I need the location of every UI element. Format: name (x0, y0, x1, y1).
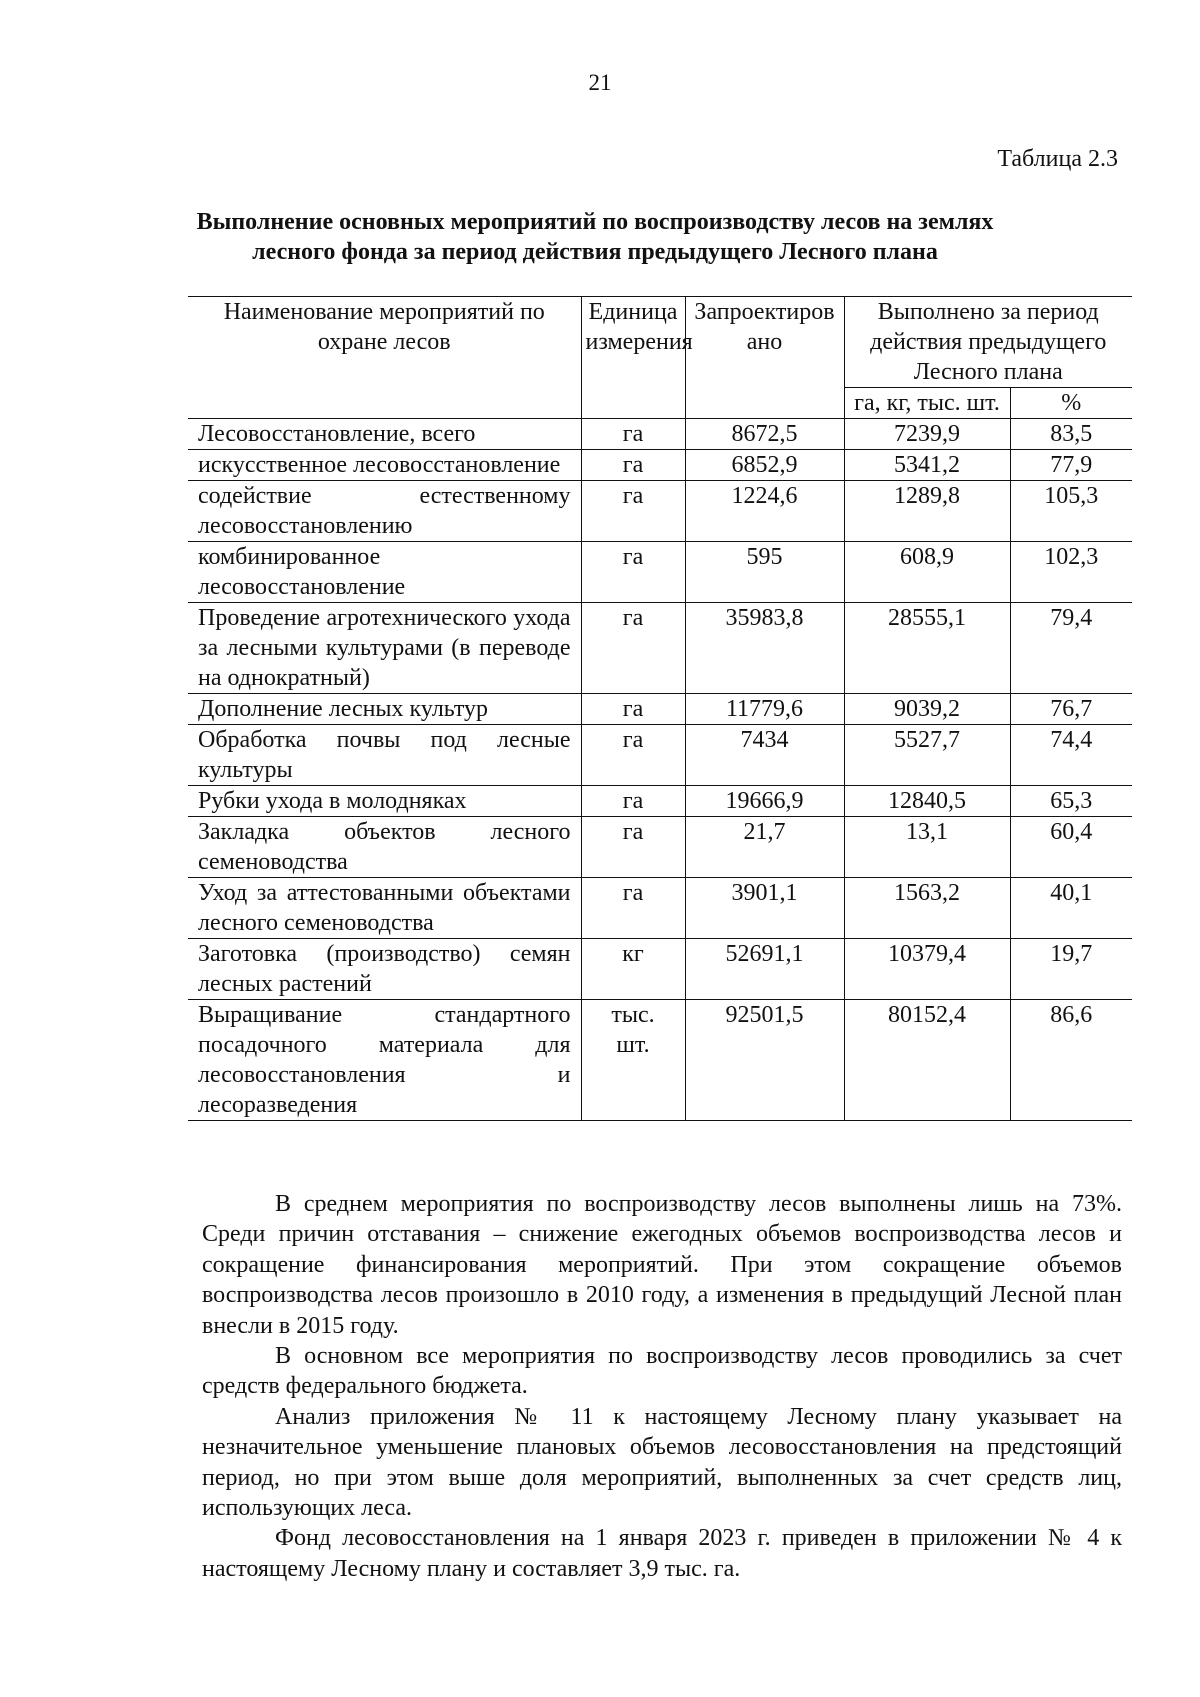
table-label: Таблица 2.3 (997, 146, 1118, 172)
cell-done: 7239,9 (844, 419, 1010, 450)
cell-unit: га (581, 481, 685, 542)
cell-done: 5341,2 (844, 450, 1010, 481)
cell-unit: га (581, 786, 685, 817)
cell-unit: га (581, 419, 685, 450)
paragraph: Анализ приложения № 11 к настоящему Лесному плану указывает на незначительное уменьшение плановых объемов лесовосстановления на предстоящий период, но при этом выше доля мероприятий, выполненных за счет средств лиц, использующих леса. (202, 1403, 1122, 1522)
table-row (188, 878, 1132, 939)
cell-planned: 7434 (685, 725, 844, 786)
cell-planned: 8672,5 (685, 419, 844, 450)
header-done: Выполнено за период действия предыдущего Лесного плана (844, 297, 1132, 388)
cell-measure-name: Дополнение лесных культур (188, 694, 581, 725)
cell-measure-name: комбинированное лесовосстановление (188, 542, 581, 603)
cell-measure-name: Лесовосстановление, всего (188, 419, 581, 450)
table-row (188, 725, 1132, 786)
table-row (188, 450, 1132, 481)
header-done-absolute: га, кг, тыс. шт. (844, 388, 1010, 419)
header-name: Наименование мероприятий по охране лесов (188, 297, 581, 419)
cell-percent: 74,4 (1010, 725, 1132, 786)
table-row (188, 694, 1132, 725)
table-body (188, 419, 1132, 1121)
cell-done: 9039,2 (844, 694, 1010, 725)
cell-percent: 76,7 (1010, 694, 1132, 725)
cell-measure-name: Рубки ухода в молодняках (188, 786, 581, 817)
body-text (202, 1189, 1122, 1584)
table-header-row (188, 297, 1132, 388)
cell-unit: га (581, 542, 685, 603)
cell-percent: 77,9 (1010, 450, 1132, 481)
cell-planned: 1224,6 (685, 481, 844, 542)
table-row (188, 481, 1132, 542)
cell-measure-name: искусственное лесовосстановление (188, 450, 581, 481)
cell-measure-name: Проведение агротехнического ухода за лесными культурами (в переводе на однократный) (188, 603, 581, 694)
cell-measure-name: Закладка объектов лесного семеноводства (188, 817, 581, 878)
cell-done: 28555,1 (844, 603, 1010, 694)
table-row (188, 817, 1132, 878)
cell-done: 10379,4 (844, 939, 1010, 1000)
cell-done: 13,1 (844, 817, 1010, 878)
cell-percent: 105,3 (1010, 481, 1132, 542)
table-row (188, 603, 1132, 694)
cell-done: 1289,8 (844, 481, 1010, 542)
cell-percent: 79,4 (1010, 603, 1132, 694)
cell-done: 80152,4 (844, 1000, 1010, 1121)
paragraph: Фонд лесовосстановления на 1 января 2023 г. приведен в приложении № 4 к настоящему Лесному плану и составляет 3,9 тыс. га. (202, 1525, 1122, 1582)
cell-percent: 60,4 (1010, 817, 1132, 878)
cell-measure-name: содействие естественному лесовосстановлению (188, 481, 581, 542)
cell-percent: 83,5 (1010, 419, 1132, 450)
cell-planned: 595 (685, 542, 844, 603)
cell-percent: 65,3 (1010, 786, 1132, 817)
cell-done: 1563,2 (844, 878, 1010, 939)
cell-unit: кг (581, 939, 685, 1000)
paragraph: В среднем мероприятия по воспроизводству лесов выполнены лишь на 73%. Среди причин отставания – снижение ежегодных объемов воспроизводства лесов и сокращение финансирования мероприятий. При этом сокращение объемов воспроизводства лесов произошло в 2010 году, а изменения в предыдущий Лесной план внесли в 2015 году. (202, 1191, 1122, 1339)
paragraph: В основном все мероприятия по воспроизводству лесов проводились за счет средств федерального бюджета. (202, 1343, 1122, 1400)
table-row (188, 1000, 1132, 1121)
cell-percent: 19,7 (1010, 939, 1132, 1000)
cell-percent: 40,1 (1010, 878, 1132, 939)
table-title (150, 207, 1040, 267)
cell-percent: 86,6 (1010, 1000, 1132, 1121)
cell-unit: га (581, 694, 685, 725)
cell-unit: га (581, 817, 685, 878)
cell-done: 12840,5 (844, 786, 1010, 817)
cell-planned: 6852,9 (685, 450, 844, 481)
cell-planned: 35983,8 (685, 603, 844, 694)
table-title-line: Выполнение основных мероприятий по воспроизводству лесов на землях (196, 209, 994, 235)
cell-percent: 102,3 (1010, 542, 1132, 603)
page-number: 21 (588, 70, 612, 95)
cell-done: 608,9 (844, 542, 1010, 603)
cell-unit: га (581, 450, 685, 481)
cell-measure-name: Уход за аттестованными объектами лесного семеноводства (188, 878, 581, 939)
header-planned: Запроектировано (685, 297, 844, 419)
cell-unit: га (581, 603, 685, 694)
cell-planned: 92501,5 (685, 1000, 844, 1121)
cell-measure-name: Заготовка (производство) семян лесных растений (188, 939, 581, 1000)
cell-unit: тыс. шт. (581, 1000, 685, 1121)
cell-measure-name: Выращивание стандартного посадочного материала для лесовосстановления и лесоразведения (188, 1000, 581, 1121)
header-unit: Единица измерения (581, 297, 685, 419)
cell-planned: 3901,1 (685, 878, 844, 939)
cell-unit: га (581, 725, 685, 786)
table-title-line: лесного фонда за период действия предыдущего Лесного плана (252, 239, 938, 265)
cell-planned: 11779,6 (685, 694, 844, 725)
cell-unit: га (581, 878, 685, 939)
cell-measure-name: Обработка почвы под лесные культуры (188, 725, 581, 786)
cell-planned: 21,7 (685, 817, 844, 878)
table-row (188, 419, 1132, 450)
header-done-percent: % (1010, 388, 1132, 419)
cell-done: 5527,7 (844, 725, 1010, 786)
cell-planned: 52691,1 (685, 939, 844, 1000)
measures-table (188, 296, 1132, 1121)
cell-planned: 19666,9 (685, 786, 844, 817)
table-row (188, 542, 1132, 603)
table-row (188, 939, 1132, 1000)
table-row (188, 786, 1132, 817)
